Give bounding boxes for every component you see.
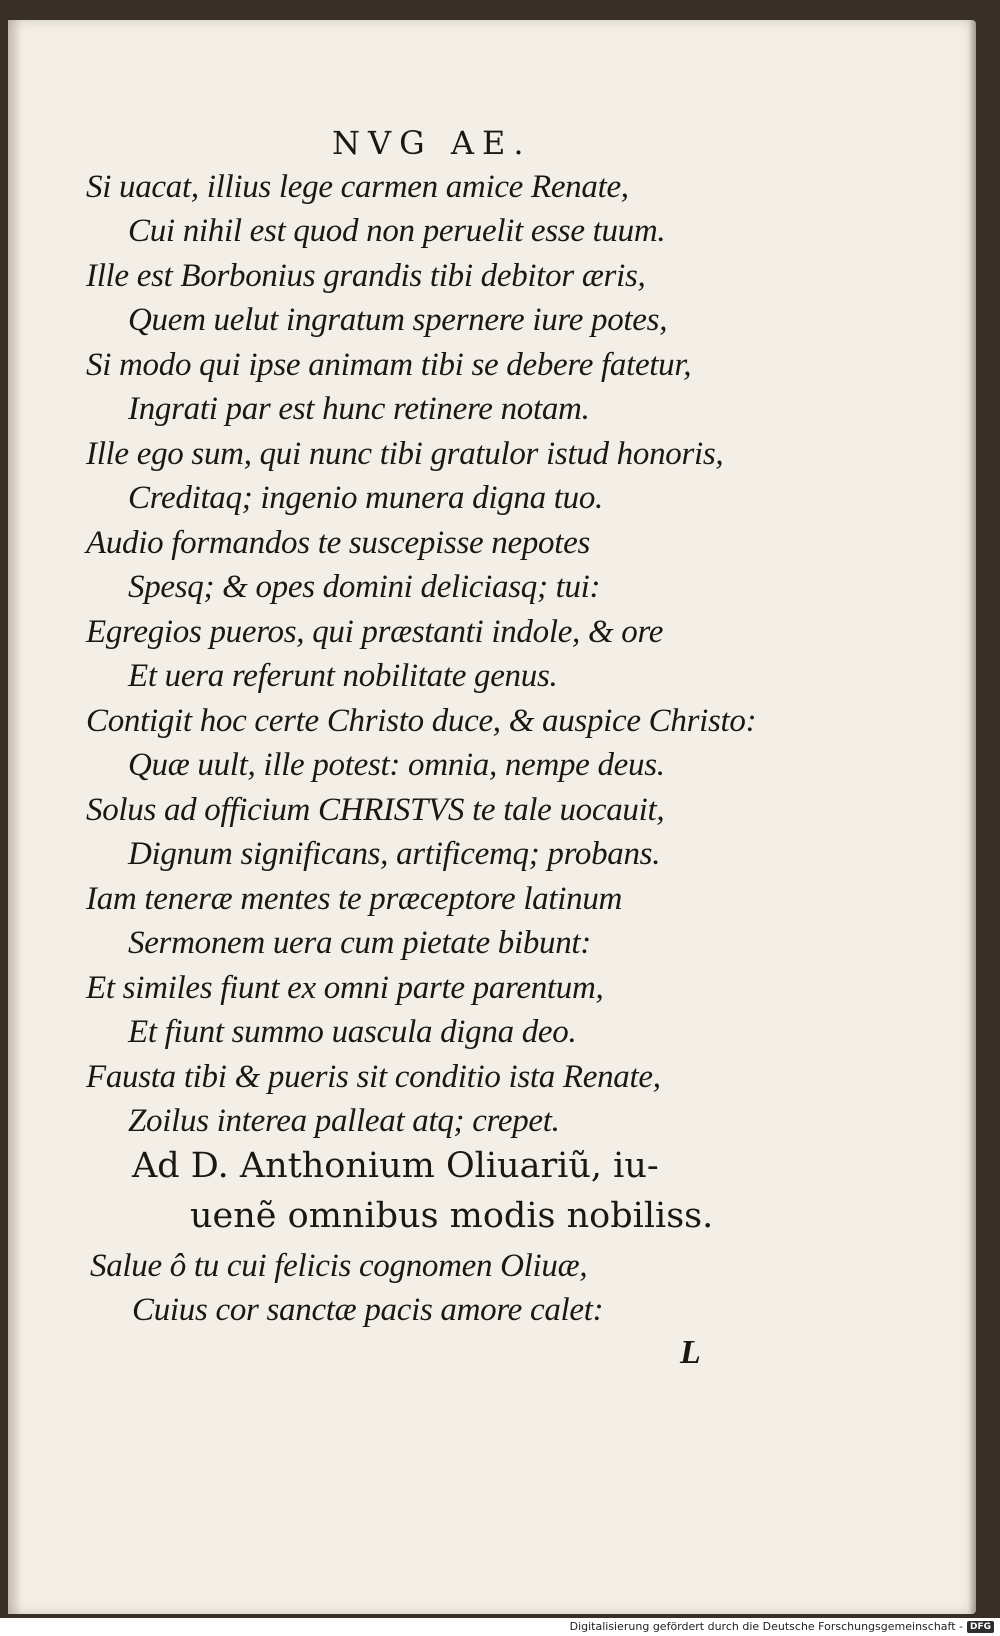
verse-line: Contigit hoc certe Christo duce, & auspice Christo: — [86, 703, 757, 739]
verse-line: Sermonem uera cum pietate bibunt: — [128, 925, 591, 961]
verse-line: Fausta tibi & pueris sit conditio ista Renate, — [86, 1059, 661, 1095]
verse-line: Cuius cor sanctæ pacis amore calet: — [132, 1292, 604, 1328]
signature-mark: L — [680, 1334, 701, 1371]
running-header: NVG AE. — [332, 124, 532, 162]
credit-text: Digitalisierung gefördert durch die Deutsche Forschungsgemeinschaft - — [569, 1620, 963, 1633]
poem-heading-line: uenẽ omnibus modis nobiliss. — [190, 1196, 714, 1236]
verse-line: Et fiunt summo uascula digna deo. — [128, 1014, 577, 1050]
verse-line: Ille ego sum, qui nunc tibi gratulor istud honoris, — [86, 436, 724, 472]
verse-line: Zoilus interea palleat atq; crepet. — [128, 1103, 560, 1139]
verse-line: Dignum significans, artificemq; probans. — [128, 836, 661, 872]
verse-line: Creditaq; ingenio munera digna tuo. — [128, 480, 603, 516]
verse-line: Cui nihil est quod non peruelit esse tuum. — [128, 213, 666, 249]
page-gutter-shadow — [8, 20, 22, 1614]
verse-line: Et uera referunt nobilitate genus. — [128, 658, 558, 694]
verse-line: Egregios pueros, qui præstanti indole, & ore — [86, 614, 664, 650]
page-fore-edge — [968, 20, 976, 1614]
verse-line: Solus ad officium CHRISTVS te tale uocauit, — [86, 792, 665, 828]
verse-line: Ingrati par est hunc retinere notam. — [128, 391, 590, 427]
poem-heading-line: Ad D. Anthonium Oliuariũ, iu- — [132, 1146, 659, 1186]
verse-line: Ille est Borbonius grandis tibi debitor æris, — [86, 258, 646, 294]
verse-line: Salue ô tu cui felicis cognomen Oliuæ, — [90, 1248, 588, 1284]
dfg-logo: DFG — [967, 1621, 994, 1633]
verse-line: Si modo qui ipse animam tibi se debere fatetur, — [86, 347, 692, 383]
verse-line: Quem uelut ingratum spernere iure potes, — [128, 302, 668, 338]
verse-line: Et similes fiunt ex omni parte parentum, — [86, 970, 604, 1006]
verse-line: Iam teneræ mentes te præceptore latinum — [86, 881, 623, 917]
verse-line: Si uacat, illius lege carmen amice Renate, — [86, 169, 629, 205]
verse-line: Quæ uult, ille potest: omnia, nempe deus. — [128, 747, 665, 783]
book-page — [8, 20, 976, 1614]
verse-line: Spesq; & opes domini deliciasq; tui: — [128, 569, 601, 605]
show-through-text — [168, 106, 182, 144]
verse-line: Audio formandos te suscepisse nepotes — [86, 525, 591, 561]
digitization-credit — [570, 1620, 994, 1633]
